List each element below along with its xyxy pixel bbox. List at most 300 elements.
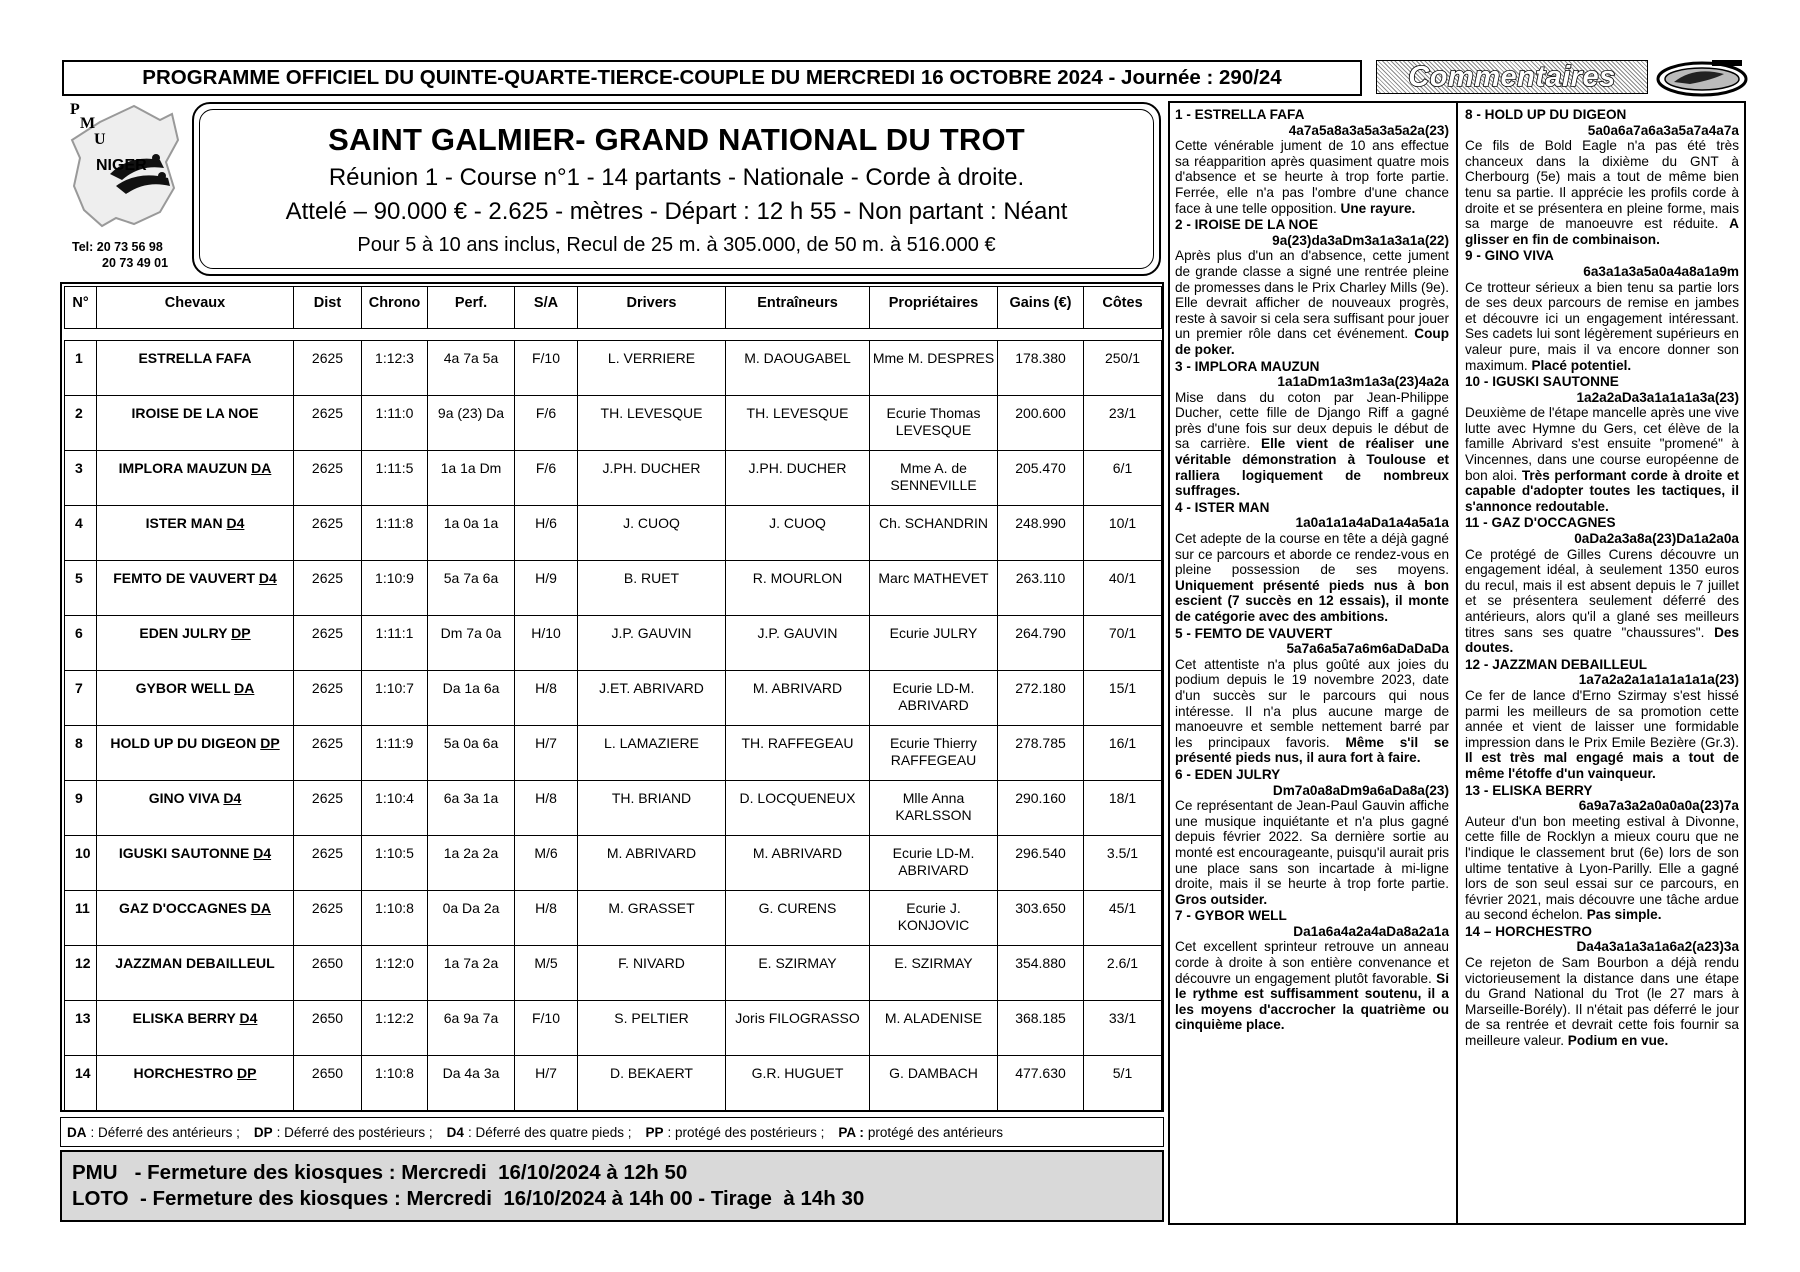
num-cell: 6 <box>65 616 97 671</box>
shoeing-tag: DA <box>251 460 272 476</box>
chrono-cell: 1:11:8 <box>362 506 428 561</box>
sa-cell: H/7 <box>515 726 578 781</box>
comment-form-line: 5a0a6a7a6a3a5a7a4a7a <box>1587 122 1739 138</box>
race-meeting-info: Réunion 1 - Course n°1 - 14 partants - Nationale - Corde à droite. <box>328 164 1025 191</box>
sa-cell: H/8 <box>515 891 578 946</box>
chrono-cell: 1:10:8 <box>362 1056 428 1111</box>
horse-cell <box>97 671 294 726</box>
comment-horse-title: 13 - ELISKA BERRY <box>1465 782 1593 798</box>
table-row <box>65 726 1162 781</box>
comment-body: Mise dans du coton par Jean-Philippe Ducher, cette fille de Django Riff a gagné près d'une fois sur deux depuis le début de sa carrière. <box>1175 389 1449 452</box>
comment-entry <box>1465 657 1739 782</box>
comment-horse-title: 5 - FEMTO DE VAUVERT <box>1175 625 1333 641</box>
driver-cell: D. BEKAERT <box>578 1056 726 1111</box>
table-row <box>65 946 1162 1001</box>
cote-cell: 33/1 <box>1084 1001 1162 1056</box>
comment-form-line: Dm7a0a8aDm9a6aDa8a(23) <box>1272 782 1449 798</box>
comment-entry <box>1465 783 1739 923</box>
shoeing-tag: D4 <box>226 515 245 531</box>
shoeing-tag: DP <box>237 1065 257 1081</box>
svg-text:NIGER: NIGER <box>96 157 147 174</box>
comment-form-line: 1a0a1a1a4aDa1a4a5a1a <box>1295 515 1449 531</box>
cote-cell: 15/1 <box>1084 671 1162 726</box>
driver-cell: TH. BRIAND <box>578 781 726 836</box>
trainer-cell: G.R. HUGUET <box>726 1056 870 1111</box>
table-row <box>65 891 1162 946</box>
dist-cell: 2625 <box>294 726 362 781</box>
horse-cell <box>97 616 294 671</box>
num-cell: 4 <box>65 506 97 561</box>
cote-cell: 6/1 <box>1084 451 1162 506</box>
dist-cell: 2625 <box>294 836 362 891</box>
legend-code: DA <box>67 1124 87 1140</box>
comment-body: Cet attentiste n'a plus goûté aux joies du podium depuis le 19 novembre 2023, date d'un succès sur le parcours qui nous intéresse. Il n'a plus aucune marge de manoeuvre et semble nettement barré par les principaux favoris. <box>1175 656 1449 750</box>
shoeing-tag: D4 <box>258 570 277 586</box>
col-header: Dist <box>294 287 362 329</box>
owner-cell: Ecurie Thierry RAFFEGEAU <box>870 726 998 781</box>
table-header-row <box>65 287 1162 329</box>
chrono-cell: 1:10:5 <box>362 836 428 891</box>
comment-verdict: Gros outsider. <box>1175 891 1268 907</box>
legend-text: : protégé des postérieurs ; <box>667 1124 825 1140</box>
legend-code: DP <box>253 1124 273 1140</box>
comment-body: Ce rejeton de Sam Bourbon a déjà rendu victorieusement la distance dans une étape du Grand National du Trot (le 27 mars à Marseille-Borély). Il n'était pas déferré le jour de sa rentrée et devrait cette fois fournir sa meilleure valeur. <box>1465 955 1739 1049</box>
svg-text:P: P <box>70 101 80 118</box>
comment-text <box>1465 814 1739 923</box>
comment-horse-title: 8 - HOLD UP DU DIGEON <box>1465 107 1627 122</box>
dist-cell: 2625 <box>294 671 362 726</box>
sa-cell: H/8 <box>515 671 578 726</box>
sa-cell: F/6 <box>515 396 578 451</box>
comment-verdict: Très performant corde à droite et capable d'adopter toutes les tactiques, il s'annonce redoutable. <box>1465 467 1739 514</box>
comment-form-line: 1a7a2a2a1a1a1a1a1a(23) <box>1578 672 1739 688</box>
owner-cell: Mme M. DESPRES <box>870 341 998 396</box>
shoeing-tag: DA <box>250 900 271 916</box>
comment-horse-title: 7 - GYBOR WELL <box>1175 908 1287 924</box>
horse-name: IMPLORA MAUZUN <box>118 460 248 476</box>
col-header: S/A <box>515 287 578 329</box>
col-header: N° <box>65 287 97 329</box>
chrono-cell: 1:12:0 <box>362 946 428 1001</box>
comment-text <box>1175 939 1449 1033</box>
horse-cell <box>97 451 294 506</box>
trainer-cell: J. CUOQ <box>726 506 870 561</box>
dist-cell: 2650 <box>294 1001 362 1056</box>
comment-entry <box>1175 217 1449 357</box>
dist-cell: 2625 <box>294 891 362 946</box>
comment-horse-title: 9 - GINO VIVA <box>1465 248 1554 264</box>
horse-cell <box>97 1056 294 1111</box>
gains-cell: 263.110 <box>998 561 1084 616</box>
num-cell: 12 <box>65 946 97 1001</box>
comment-body: Cet excellent sprinteur retrouve un anneau corde à droite à son entière convenance et découvre un engagement plutôt favorable. <box>1175 939 1449 986</box>
table-row <box>65 561 1162 616</box>
sa-cell: H/7 <box>515 1056 578 1111</box>
comment-verdict: Coup de poker. <box>1175 326 1449 357</box>
col-header: Chrono <box>362 287 428 329</box>
gains-cell: 296.540 <box>998 836 1084 891</box>
dist-cell: 2650 <box>294 946 362 1001</box>
comment-text <box>1175 531 1449 625</box>
col-header: Perf. <box>428 287 515 329</box>
horse-name: ELISKA BERRY <box>132 1010 236 1026</box>
col-header: Propriétaires <box>870 287 998 329</box>
horse-name: FEMTO DE VAUVERT <box>113 570 256 586</box>
comment-entry <box>1465 248 1739 373</box>
dist-cell: 2625 <box>294 616 362 671</box>
owner-cell: Ecurie Thomas LEVESQUE <box>870 396 998 451</box>
svg-text:U: U <box>94 131 106 148</box>
driver-cell: M. GRASSET <box>578 891 726 946</box>
horse-name: GYBOR WELL <box>135 680 231 696</box>
perf-cell: 5a 7a 6a <box>428 561 515 616</box>
dist-cell: 2625 <box>294 506 362 561</box>
horse-cell <box>97 891 294 946</box>
driver-cell: F. NIVARD <box>578 946 726 1001</box>
comment-body: Auteur d'un bon meeting estival à Divonne, cette fille de Rocklyn a mieux couru que ne l'indique le classement brut (6e) lors de son ultime tentative à Lyon-Parilly. Elle a gagné lors de son seul essai sur ce parcours, en février 2021, mais découvre une tâche ardue au second échelon. <box>1465 813 1739 923</box>
comment-body: Après plus d'un an d'absence, cette jument de grande classe a signé une rentrée pleine de promesses dans le Prix Charley Mills (9e). Elle devrait afficher de nouveaux progrès, reste à savoir si cela sera suffisant pour jouer un premier rôle dans cet événement. <box>1175 248 1449 342</box>
sa-cell: F/6 <box>515 451 578 506</box>
cote-cell: 5/1 <box>1084 1056 1162 1111</box>
chrono-cell: 1:12:2 <box>362 1001 428 1056</box>
trainer-cell: Joris FILOGRASSO <box>726 1001 870 1056</box>
comment-verdict: Uniquement présenté pieds nus à bon escient (7 succès en 12 essais), il monte de catégorie avec des ambitions. <box>1175 577 1449 624</box>
cote-cell: 2.6/1 <box>1084 946 1162 1001</box>
comment-form-line: 6a3a1a3a5a0a4a8a1a9m <box>1583 263 1739 279</box>
gains-cell: 303.650 <box>998 891 1084 946</box>
owner-cell: Ecurie LD-M. ABRIVARD <box>870 836 998 891</box>
comment-form-line: Da1a6a4a2a4aDa8a2a1a <box>1293 923 1449 939</box>
comment-body: Ce fils de Bold Eagle n'a pas été très chanceux dans la dixième du GNT à Cherbourg (5e) mais a tout de même bien tenu sa partie. Il apprécie les profils corde à droite et se présentera en pleine forme, mais sa marge de manoeuvre est réduite. <box>1465 138 1739 232</box>
comment-form-line: 6a9a7a3a2a0a0a0a(23)7a <box>1578 798 1739 814</box>
horse-cell <box>97 561 294 616</box>
closing-times <box>60 1150 1164 1222</box>
horse-name: ISTER MAN <box>145 515 223 531</box>
sa-cell: M/6 <box>515 836 578 891</box>
legend-text: : Déferré des postérieurs ; <box>276 1124 433 1140</box>
num-cell: 14 <box>65 1056 97 1111</box>
cote-cell: 18/1 <box>1084 781 1162 836</box>
comment-entry <box>1175 107 1449 216</box>
trainer-cell: M. ABRIVARD <box>726 671 870 726</box>
horse-cell <box>97 1001 294 1056</box>
trainer-cell: J.PH. DUCHER <box>726 451 870 506</box>
col-header: Entraîneurs <box>726 287 870 329</box>
owner-cell: Marc MATHEVET <box>870 561 998 616</box>
perf-cell: 1a 1a Dm <box>428 451 515 506</box>
comment-body: Ce représentant de Jean-Paul Gauvin affiche une musique inquiétante et n'a plus gagné depuis février 2022. Sa dernière sortie au monté est encourageante, puisqu'il aurait pris une place sans son incartade à mi-ligne droite, mais il se heurte à trop forte partie. <box>1175 798 1449 892</box>
chrono-cell: 1:10:4 <box>362 781 428 836</box>
chrono-cell: 1:12:3 <box>362 341 428 396</box>
comment-text <box>1175 798 1449 907</box>
cote-cell: 10/1 <box>1084 506 1162 561</box>
horse-name: ESTRELLA FAFA <box>138 350 252 366</box>
horse-name: HORCHESTRO <box>133 1065 234 1081</box>
chrono-cell: 1:10:7 <box>362 671 428 726</box>
runners-table <box>64 286 1162 1111</box>
shoeing-tag: DP <box>231 625 251 641</box>
shoeing-tag: D4 <box>253 845 272 861</box>
loto-closing: LOTO - Fermeture des kiosques : Mercredi 16/10/2024 à 14h 00 - Tirage à 14h 30 <box>72 1187 865 1210</box>
driver-cell: B. RUET <box>578 561 726 616</box>
horse-cell <box>97 836 294 891</box>
table-row <box>65 341 1162 396</box>
horse-name: IROISE DE LA NOE <box>131 405 259 421</box>
comment-entry <box>1175 767 1449 907</box>
runners-table-frame <box>60 282 1164 1112</box>
comment-entry <box>1175 500 1449 625</box>
comment-body: Ce protégé de Gilles Curens découvre un engagement idéal, à seulement 1350 euros du recul, mais il est absent depuis le 7 juillet et se présentera seulement déferré des antérieurs, alors qu'il a glané ses meilleurs titres sans ses quatre "chaussures". <box>1465 546 1739 640</box>
table-row <box>65 1001 1162 1056</box>
race-header <box>192 102 1161 276</box>
comment-horse-title: 12 - JAZZMAN DEBAILLEUL <box>1465 656 1648 672</box>
num-cell: 2 <box>65 396 97 451</box>
horse-cell <box>97 341 294 396</box>
dist-cell: 2625 <box>294 396 362 451</box>
col-header: Côtes <box>1084 287 1162 329</box>
legend-code: PP <box>645 1124 664 1140</box>
gains-cell: 178.380 <box>998 341 1084 396</box>
legend-code: D4 <box>446 1124 464 1140</box>
driver-cell: S. PELTIER <box>578 1001 726 1056</box>
comment-body: Cet adepte de la course en tête a déjà gagné sur ce parcours et aborde ce rendez-vous en pleine possession de ses moyens. <box>1175 531 1449 578</box>
race-header-inner <box>199 109 1154 269</box>
owner-cell: Ecurie J. KONJOVIC <box>870 891 998 946</box>
comment-verdict: Même s'il se présenté pieds nus, il aura fort à faire. <box>1175 734 1449 766</box>
chrono-cell: 1:10:9 <box>362 561 428 616</box>
trainer-cell: M. DAOUGABEL <box>726 341 870 396</box>
trainer-cell: TH. RAFFEGEAU <box>726 726 870 781</box>
trainer-cell: TH. LEVESQUE <box>726 396 870 451</box>
comment-horse-title: 10 - IGUSKI SAUTONNE <box>1465 374 1619 390</box>
comment-entry <box>1175 359 1449 499</box>
comment-entry <box>1175 626 1449 766</box>
horse-name: HOLD UP DU DIGEON <box>110 735 257 751</box>
horse-name: GAZ D'OCCAGNES <box>119 900 247 916</box>
comment-verdict: Podium en vue. <box>1567 1033 1669 1049</box>
chrono-cell: 1:11:9 <box>362 726 428 781</box>
shoeing-tag: DA <box>234 680 255 696</box>
owner-cell: Ecurie JULRY <box>870 616 998 671</box>
comment-text <box>1465 405 1739 514</box>
cote-cell: 3.5/1 <box>1084 836 1162 891</box>
comment-entry <box>1175 908 1449 1033</box>
perf-cell: 1a 7a 2a <box>428 946 515 1001</box>
horse-name: JAZZMAN DEBAILLEUL <box>115 955 275 971</box>
perf-cell: 1a 2a 2a <box>428 836 515 891</box>
driver-cell: L. LAMAZIERE <box>578 726 726 781</box>
comment-body: Deuxième de l'étape mancelle après une vive lutte avec Hymne du Gers, cet élève de la famille Abrivard s'est ensuite "promené" à Vincennes, dans une course européenne de bon aloi. <box>1465 405 1739 483</box>
driver-cell: J.ET. ABRIVARD <box>578 671 726 726</box>
horse-name: IGUSKI SAUTONNE <box>118 845 250 861</box>
perf-cell: Da 1a 6a <box>428 671 515 726</box>
cote-cell: 250/1 <box>1084 341 1162 396</box>
chrono-cell: 1:11:0 <box>362 396 428 451</box>
chrono-cell: 1:11:5 <box>362 451 428 506</box>
gains-cell: 477.630 <box>998 1056 1084 1111</box>
comment-horse-title: 14 – HORCHESTRO <box>1465 923 1592 939</box>
table-row <box>65 451 1162 506</box>
horse-cell <box>97 506 294 561</box>
chrono-cell: 1:11:1 <box>362 616 428 671</box>
table-row <box>65 506 1162 561</box>
sa-cell: F/10 <box>515 341 578 396</box>
col-header: Gains (€) <box>998 287 1084 329</box>
perf-cell: 0a Da 2a <box>428 891 515 946</box>
comment-body: Ce trotteur sérieux a bien tenu sa partie lors de ses deux parcours de remise en jambes et découvre ici un engagement intéressant. Ses cadets lui sont légèrement supérieurs en valeur pure, mais il va encore donner son maximum. <box>1465 279 1739 373</box>
comment-verdict: Si le rythme est suffisamment soutenu, il a les moyens d'accrocher la quatrième ou cinquième place. <box>1175 970 1450 1033</box>
column-divider <box>1456 103 1458 1223</box>
comment-text <box>1175 248 1449 357</box>
header-spacer <box>65 329 1162 341</box>
race-eligibility: Pour 5 à 10 ans inclus, Recul de 25 m. à 305.000, de 50 m. à 516.000 € <box>357 234 996 256</box>
comment-text <box>1465 138 1739 247</box>
table-row <box>65 1056 1162 1111</box>
gains-cell: 272.180 <box>998 671 1084 726</box>
comment-horse-title: 1 - ESTRELLA FAFA <box>1175 107 1305 122</box>
cote-cell: 70/1 <box>1084 616 1162 671</box>
comment-text <box>1465 280 1739 374</box>
cote-cell: 23/1 <box>1084 396 1162 451</box>
gains-cell: 290.160 <box>998 781 1084 836</box>
tel-line-2: 20 73 49 01 <box>102 256 169 270</box>
gains-cell: 354.880 <box>998 946 1084 1001</box>
perf-cell: 6a 3a 1a <box>428 781 515 836</box>
perf-cell: Dm 7a 0a <box>428 616 515 671</box>
programme-title-text: PROGRAMME OFFICIEL DU QUINTE-QUARTE-TIERCE-COUPLE DU MERCREDI 16 OCTOBRE 2024 - Journée : 290/24 <box>142 66 1282 89</box>
gains-cell: 278.785 <box>998 726 1084 781</box>
gains-cell: 200.600 <box>998 396 1084 451</box>
num-cell: 5 <box>65 561 97 616</box>
comment-text <box>1175 138 1449 216</box>
driver-cell: TH. LEVESQUE <box>578 396 726 451</box>
dist-cell: 2650 <box>294 1056 362 1111</box>
owner-cell: Mlle Anna KARLSSON <box>870 781 998 836</box>
cote-cell: 40/1 <box>1084 561 1162 616</box>
driver-cell: L. VERRIERE <box>578 341 726 396</box>
driver-cell: M. ABRIVARD <box>578 836 726 891</box>
programme-title <box>62 60 1362 96</box>
trainer-cell: M. ABRIVARD <box>726 836 870 891</box>
table-row <box>65 396 1162 451</box>
horse-name: GINO VIVA <box>148 790 220 806</box>
comments-column-1 <box>1175 107 1449 1034</box>
perf-cell: 4a 7a 5a <box>428 341 515 396</box>
legend-text: : Déferré des antérieurs ; <box>90 1124 240 1140</box>
comment-horse-title: 6 - EDEN JULRY <box>1175 766 1281 782</box>
comments-panel <box>1168 101 1746 1225</box>
trainer-cell: D. LOCQUENEUX <box>726 781 870 836</box>
driver-cell: J.P. GAUVIN <box>578 616 726 671</box>
num-cell: 7 <box>65 671 97 726</box>
shoeing-tag: DP <box>260 735 280 751</box>
shoeing-tag: D4 <box>223 790 242 806</box>
comment-verdict: Une rayure. <box>1340 200 1416 216</box>
num-cell: 1 <box>65 341 97 396</box>
comment-verdict: Pas simple. <box>1586 907 1662 923</box>
comment-entry <box>1465 374 1739 514</box>
owner-cell: Ch. SCHANDRIN <box>870 506 998 561</box>
comment-form-line: 1a2a2aDa3a1a1a1a3a(23) <box>1576 389 1739 405</box>
sa-cell: H/9 <box>515 561 578 616</box>
trainer-cell: E. SZIRMAY <box>726 946 870 1001</box>
trainer-cell: G. CURENS <box>726 891 870 946</box>
owner-cell: M. ALADENISE <box>870 1001 998 1056</box>
comment-form-line: 1a1aDm1a3m1a3a(23)4a2a <box>1277 374 1449 390</box>
comment-form-line: 4a7a5a8a3a5a3a5a2a(23) <box>1288 122 1449 138</box>
cote-cell: 16/1 <box>1084 726 1162 781</box>
owner-cell: Ecurie LD-M. ABRIVARD <box>870 671 998 726</box>
gains-cell: 264.790 <box>998 616 1084 671</box>
pmu-closing: PMU - Fermeture des kiosques : Mercredi 16/10/2024 à 12h 50 <box>72 1161 688 1184</box>
trainer-cell: J.P. GAUVIN <box>726 616 870 671</box>
comment-text <box>1465 955 1739 1049</box>
comment-form-line: 5a7a6a5a7a6m6aDaDaDa <box>1286 641 1449 657</box>
dist-cell: 2625 <box>294 341 362 396</box>
col-header: Chevaux <box>97 287 294 329</box>
table-row <box>65 671 1162 726</box>
comment-verdict: Placé potentiel. <box>1531 357 1632 373</box>
driver-cell: J.PH. DUCHER <box>578 451 726 506</box>
dist-cell: 2625 <box>294 781 362 836</box>
comment-verdict: Des doutes. <box>1465 624 1740 656</box>
comment-form-line: 0aDa2a3a8a(23)Da1a2a0a <box>1574 531 1739 547</box>
telephone <box>72 239 168 271</box>
dist-cell: 2625 <box>294 561 362 616</box>
table-row <box>65 616 1162 671</box>
perf-cell: 1a 0a 1a <box>428 506 515 561</box>
comment-horse-title: 2 - IROISE DE LA NOE <box>1175 217 1319 233</box>
table-row <box>65 836 1162 891</box>
comment-horse-title: 4 - ISTER MAN <box>1175 499 1270 515</box>
pmu-niger-logo <box>64 100 184 240</box>
shoeing-legend <box>60 1117 1164 1147</box>
horse-cell <box>97 396 294 451</box>
pmu-oval-logo <box>1654 58 1750 98</box>
comment-body: Ce fer de lance d'Erno Szirmay s'est hissé parmi les meilleurs de sa promotion cette année et vient de laisser une formidable impression dans le Prix Emile Bezière (Gr.3). <box>1465 687 1739 750</box>
sa-cell: H/6 <box>515 506 578 561</box>
comment-body: Cette vénérable jument de 10 ans effectue sa réapparition après quasiment quatre mois d'absence et se heurte à trop forte partie. Ferrée, elle n'a pas l'ombre d'une chance face à une telle opposition. <box>1175 138 1449 216</box>
comment-form-line: Da4a3a1a3a1a6a2(a23)3a <box>1576 939 1739 955</box>
col-header: Drivers <box>578 287 726 329</box>
tel-line-1: Tel: 20 73 56 98 <box>72 240 163 254</box>
chrono-cell: 1:10:8 <box>362 891 428 946</box>
perf-cell: 6a 9a 7a <box>428 1001 515 1056</box>
comment-text <box>1175 657 1449 766</box>
owner-cell: Mme A. de SENNEVILLE <box>870 451 998 506</box>
owner-cell: G. DAMBACH <box>870 1056 998 1111</box>
trainer-cell: R. MOURLON <box>726 561 870 616</box>
comments-banner <box>1376 60 1648 94</box>
perf-cell: Da 4a 3a <box>428 1056 515 1111</box>
legend-text: : Déferré des quatre pieds ; <box>467 1124 632 1140</box>
driver-cell: J. CUOQ <box>578 506 726 561</box>
spacer-cell <box>65 329 1162 341</box>
sa-cell: M/5 <box>515 946 578 1001</box>
race-title: SAINT GALMIER- GRAND NATIONAL DU TROT <box>328 122 1025 157</box>
perf-cell: 5a 0a 6a <box>428 726 515 781</box>
owner-cell: E. SZIRMAY <box>870 946 998 1001</box>
comment-entry <box>1465 515 1739 655</box>
legend-code: PA : <box>838 1124 864 1140</box>
comment-entry <box>1465 107 1739 247</box>
gains-cell: 368.185 <box>998 1001 1084 1056</box>
cote-cell: 45/1 <box>1084 891 1162 946</box>
sa-cell: F/10 <box>515 1001 578 1056</box>
comment-text <box>1465 688 1739 782</box>
horse-name: EDEN JULRY <box>139 625 228 641</box>
horse-cell <box>97 946 294 1001</box>
